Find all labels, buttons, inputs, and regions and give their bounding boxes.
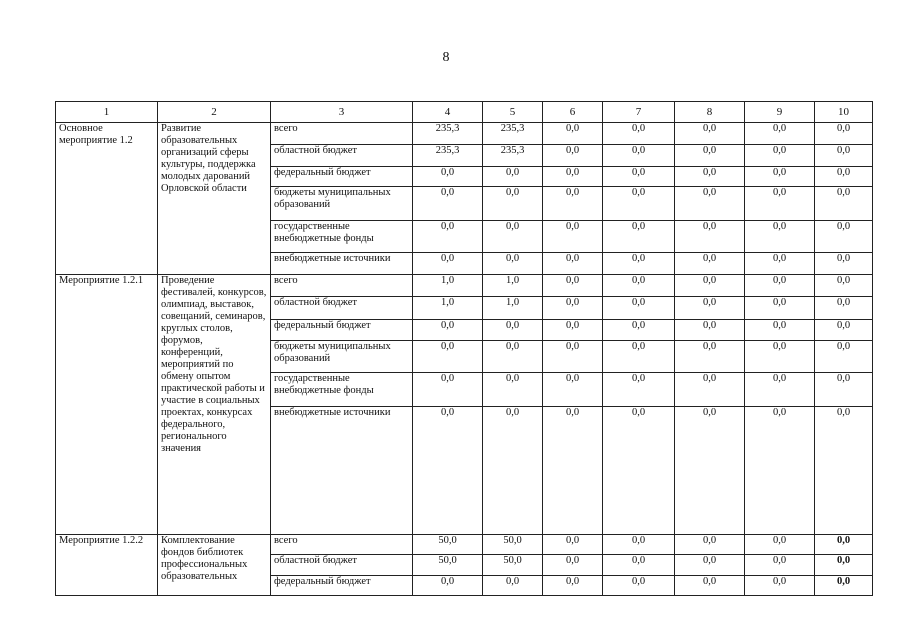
value-cell: 0,0 bbox=[815, 123, 873, 145]
value-cell: 0,0 bbox=[675, 221, 745, 253]
value-cell: 0,0 bbox=[543, 187, 603, 221]
value-cell: 0,0 bbox=[675, 167, 745, 187]
value-cell: 0,0 bbox=[603, 123, 675, 145]
value-cell: 0,0 bbox=[815, 373, 873, 407]
page-number: 8 bbox=[442, 50, 450, 65]
event-description-cell: Комплектование фондов библиотек профессиональных образовательных bbox=[158, 535, 271, 596]
value-cell: 0,0 bbox=[745, 576, 815, 596]
value-cell: 0,0 bbox=[675, 253, 745, 275]
value-cell: 0,0 bbox=[413, 167, 483, 187]
column-header: 3 bbox=[271, 102, 413, 123]
value-cell: 0,0 bbox=[815, 407, 873, 535]
value-cell: 0,0 bbox=[815, 167, 873, 187]
value-cell: 0,0 bbox=[603, 407, 675, 535]
funding-source-cell: федеральный бюджет bbox=[271, 320, 413, 341]
value-cell: 0,0 bbox=[543, 275, 603, 297]
event-name-cell: Основное мероприятие 1.2 bbox=[56, 123, 158, 275]
table-row bbox=[56, 123, 873, 145]
value-cell: 0,0 bbox=[675, 145, 745, 167]
value-cell: 0,0 bbox=[603, 373, 675, 407]
value-cell: 0,0 bbox=[745, 145, 815, 167]
value-cell: 235,3 bbox=[413, 123, 483, 145]
value-cell: 0,0 bbox=[745, 253, 815, 275]
budget-table bbox=[55, 101, 873, 596]
value-cell: 0,0 bbox=[603, 221, 675, 253]
value-cell: 0,0 bbox=[815, 341, 873, 373]
value-cell: 1,0 bbox=[483, 297, 543, 320]
column-header: 6 bbox=[543, 102, 603, 123]
value-cell: 0,0 bbox=[483, 253, 543, 275]
column-header: 8 bbox=[675, 102, 745, 123]
funding-source-cell: федеральный бюджет bbox=[271, 576, 413, 596]
funding-source-cell: внебюджетные источники bbox=[271, 407, 413, 535]
value-cell: 0,0 bbox=[675, 407, 745, 535]
value-cell: 0,0 bbox=[745, 555, 815, 576]
value-cell: 0,0 bbox=[413, 187, 483, 221]
value-cell: 0,0 bbox=[543, 253, 603, 275]
value-cell: 0,0 bbox=[745, 187, 815, 221]
value-cell: 0,0 bbox=[413, 320, 483, 341]
value-cell: 0,0 bbox=[745, 167, 815, 187]
value-cell: 0,0 bbox=[675, 123, 745, 145]
value-cell: 0,0 bbox=[603, 341, 675, 373]
value-cell: 0,0 bbox=[745, 320, 815, 341]
value-cell: 0,0 bbox=[543, 535, 603, 555]
value-cell: 0,0 bbox=[815, 187, 873, 221]
value-cell: 0,0 bbox=[543, 123, 603, 145]
value-cell: 0,0 bbox=[675, 535, 745, 555]
value-cell: 235,3 bbox=[483, 123, 543, 145]
value-cell: 0,0 bbox=[815, 145, 873, 167]
value-cell: 0,0 bbox=[483, 167, 543, 187]
value-cell: 0,0 bbox=[543, 320, 603, 341]
value-cell: 1,0 bbox=[413, 275, 483, 297]
column-header: 4 bbox=[413, 102, 483, 123]
value-cell: 0,0 bbox=[815, 576, 873, 596]
value-cell: 0,0 bbox=[815, 297, 873, 320]
value-cell: 0,0 bbox=[675, 320, 745, 341]
value-cell: 0,0 bbox=[675, 275, 745, 297]
value-cell: 50,0 bbox=[413, 555, 483, 576]
event-description-cell: Проведение фестивалей, конкурсов, олимпиад, выставок, совещаний, семинаров, круглых столов, форумов, конференций, мероприятий по обмену опытом практической работы и участие в социальных проектах, конкурсах федерального, регионального значения bbox=[158, 275, 271, 535]
value-cell: 0,0 bbox=[815, 253, 873, 275]
funding-source-cell: внебюджетные источники bbox=[271, 253, 413, 275]
funding-source-cell: бюджеты муниципальных образований bbox=[271, 341, 413, 373]
value-cell: 0,0 bbox=[543, 555, 603, 576]
value-cell: 0,0 bbox=[603, 320, 675, 341]
value-cell: 0,0 bbox=[815, 555, 873, 576]
value-cell: 0,0 bbox=[675, 297, 745, 320]
column-header: 7 bbox=[603, 102, 675, 123]
value-cell: 50,0 bbox=[483, 555, 543, 576]
value-cell: 0,0 bbox=[483, 320, 543, 341]
column-header: 10 bbox=[815, 102, 873, 123]
value-cell: 0,0 bbox=[413, 407, 483, 535]
value-cell: 50,0 bbox=[413, 535, 483, 555]
value-cell: 0,0 bbox=[745, 341, 815, 373]
value-cell: 0,0 bbox=[675, 341, 745, 373]
value-cell: 0,0 bbox=[745, 275, 815, 297]
value-cell: 0,0 bbox=[745, 297, 815, 320]
value-cell: 0,0 bbox=[413, 373, 483, 407]
funding-source-cell: областной бюджет bbox=[271, 555, 413, 576]
table-body bbox=[56, 123, 873, 596]
value-cell: 1,0 bbox=[413, 297, 483, 320]
funding-source-cell: государственные внебюджетные фонды bbox=[271, 221, 413, 253]
value-cell: 0,0 bbox=[543, 297, 603, 320]
value-cell: 0,0 bbox=[603, 145, 675, 167]
value-cell: 0,0 bbox=[413, 341, 483, 373]
funding-source-cell: государственные внебюджетные фонды bbox=[271, 373, 413, 407]
value-cell: 0,0 bbox=[675, 555, 745, 576]
value-cell: 0,0 bbox=[603, 253, 675, 275]
value-cell: 0,0 bbox=[603, 576, 675, 596]
value-cell: 0,0 bbox=[543, 373, 603, 407]
value-cell: 0,0 bbox=[483, 187, 543, 221]
event-description-cell: Развитие образовательных организаций сферы культуры, поддержка молодых дарований Орловской области bbox=[158, 123, 271, 275]
header-row bbox=[56, 102, 873, 123]
value-cell: 0,0 bbox=[543, 167, 603, 187]
value-cell: 0,0 bbox=[745, 373, 815, 407]
value-cell: 0,0 bbox=[745, 407, 815, 535]
value-cell: 50,0 bbox=[483, 535, 543, 555]
value-cell: 0,0 bbox=[745, 123, 815, 145]
funding-source-cell: федеральный бюджет bbox=[271, 167, 413, 187]
value-cell: 1,0 bbox=[483, 275, 543, 297]
value-cell: 0,0 bbox=[543, 221, 603, 253]
value-cell: 0,0 bbox=[483, 341, 543, 373]
value-cell: 0,0 bbox=[745, 221, 815, 253]
value-cell: 235,3 bbox=[483, 145, 543, 167]
column-header: 2 bbox=[158, 102, 271, 123]
event-name-cell: Мероприятие 1.2.1 bbox=[56, 275, 158, 535]
value-cell: 0,0 bbox=[675, 576, 745, 596]
value-cell: 0,0 bbox=[815, 275, 873, 297]
funding-source-cell: областной бюджет bbox=[271, 297, 413, 320]
value-cell: 0,0 bbox=[675, 187, 745, 221]
column-header: 5 bbox=[483, 102, 543, 123]
value-cell: 0,0 bbox=[603, 187, 675, 221]
funding-source-cell: всего bbox=[271, 535, 413, 555]
value-cell: 0,0 bbox=[483, 407, 543, 535]
funding-source-cell: областной бюджет bbox=[271, 145, 413, 167]
column-header: 9 bbox=[745, 102, 815, 123]
value-cell: 0,0 bbox=[413, 576, 483, 596]
value-cell: 0,0 bbox=[543, 341, 603, 373]
funding-source-cell: всего bbox=[271, 123, 413, 145]
funding-source-cell: всего bbox=[271, 275, 413, 297]
table-row bbox=[56, 275, 873, 297]
value-cell: 0,0 bbox=[815, 320, 873, 341]
funding-source-cell: бюджеты муниципальных образований bbox=[271, 187, 413, 221]
value-cell: 0,0 bbox=[815, 221, 873, 253]
event-name-cell: Мероприятие 1.2.2 bbox=[56, 535, 158, 596]
value-cell: 0,0 bbox=[745, 535, 815, 555]
value-cell: 0,0 bbox=[413, 221, 483, 253]
value-cell: 0,0 bbox=[543, 407, 603, 535]
value-cell: 0,0 bbox=[603, 555, 675, 576]
value-cell: 0,0 bbox=[543, 145, 603, 167]
value-cell: 0,0 bbox=[815, 535, 873, 555]
value-cell: 235,3 bbox=[413, 145, 483, 167]
value-cell: 0,0 bbox=[483, 221, 543, 253]
value-cell: 0,0 bbox=[675, 373, 745, 407]
table-row bbox=[56, 535, 873, 555]
value-cell: 0,0 bbox=[483, 373, 543, 407]
value-cell: 0,0 bbox=[603, 275, 675, 297]
value-cell: 0,0 bbox=[543, 576, 603, 596]
value-cell: 0,0 bbox=[413, 253, 483, 275]
value-cell: 0,0 bbox=[603, 535, 675, 555]
value-cell: 0,0 bbox=[603, 297, 675, 320]
value-cell: 0,0 bbox=[483, 576, 543, 596]
column-header: 1 bbox=[56, 102, 158, 123]
value-cell: 0,0 bbox=[603, 167, 675, 187]
